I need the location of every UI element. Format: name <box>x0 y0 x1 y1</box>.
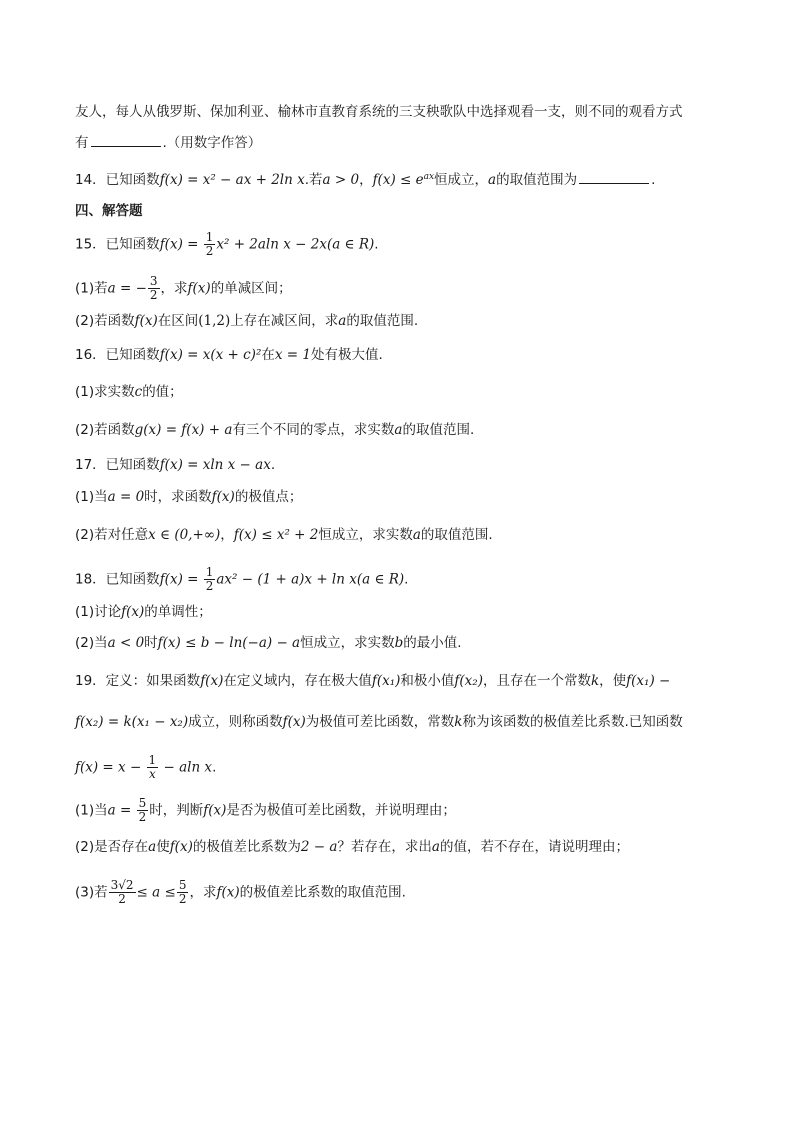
math: (1,2) <box>198 313 231 329</box>
question-16-part-2 <box>75 421 474 439</box>
math: f(x) <box>187 280 211 297</box>
math: f(x) <box>211 489 235 505</box>
math: f(x) ≤ e <box>372 172 424 188</box>
text: 的取值范围. <box>346 313 419 329</box>
question-17-part-2 <box>75 526 493 544</box>
math: a <box>412 527 421 543</box>
question-18-part-2 <box>75 634 462 652</box>
math: f(x₁) − <box>626 673 671 689</box>
math: − aln x <box>159 759 213 776</box>
text: 在定义域内，存在极大值 <box>223 673 372 689</box>
question-19-part-1 <box>75 797 456 824</box>
text: 有 <box>75 135 89 151</box>
math: f(x₁) <box>371 673 401 689</box>
math: a < 0 <box>107 635 145 651</box>
text: ， <box>359 172 373 188</box>
math: a <box>431 839 440 855</box>
question-15-part-2 <box>75 312 418 330</box>
math: f(x) ≤ x² + 2 <box>233 527 319 543</box>
text: 使 <box>156 839 170 855</box>
math: f(x) = <box>159 571 203 588</box>
math: f(x) <box>134 313 158 329</box>
text: 的极值差比系数的取值范围. <box>239 884 406 901</box>
math: a = − <box>107 280 147 297</box>
denominator: 2 <box>178 892 187 906</box>
text: ，且存在一个常数 <box>482 673 591 689</box>
text: 恒成立， <box>434 172 489 188</box>
question-16-part-1 <box>75 383 183 401</box>
math: k <box>454 714 463 730</box>
text: . <box>374 236 379 253</box>
text: 17．已知函数 <box>75 457 160 473</box>
text: 的最小值. <box>403 635 462 651</box>
text: 16．已知函数 <box>75 347 160 363</box>
math: f(x) <box>200 673 224 689</box>
math: b <box>394 635 404 651</box>
text: (2)若对任意 <box>75 527 149 543</box>
section-heading <box>75 202 143 220</box>
math: f(x) <box>169 839 193 855</box>
text: 的值； <box>142 384 183 400</box>
line-q13-answer <box>75 134 261 152</box>
math: 2 − a <box>300 839 338 855</box>
math: x = 1 <box>274 347 311 363</box>
text: 的取值范围为 <box>496 172 578 188</box>
text: . <box>212 759 217 776</box>
question-15 <box>75 231 379 258</box>
math: a <box>148 839 157 855</box>
math: f(x) = xln x − ax <box>159 457 271 473</box>
text: ，使 <box>599 673 627 689</box>
numerator: 5 <box>138 796 147 810</box>
text: (2)当 <box>75 635 108 651</box>
text: ，求 <box>189 884 217 901</box>
text: ？若存在，求出 <box>337 839 432 855</box>
text: 和极小值 <box>400 673 455 689</box>
math: f(x₂) = k(x₁ − x₂) <box>75 714 189 730</box>
text: 14．已知函数 <box>75 172 160 188</box>
text: 有三个不同的零点，求实数 <box>232 422 395 438</box>
question-15-part-1 <box>75 275 292 302</box>
question-17-part-1 <box>75 488 302 506</box>
text: (2)是否存在 <box>75 839 149 855</box>
question-19-part-3 <box>75 879 406 906</box>
text: (3)若 <box>75 884 108 901</box>
text: (2)若函数 <box>75 422 135 438</box>
math: f(x) = x(x + c)² <box>159 347 262 363</box>
question-18-part-1 <box>75 603 212 621</box>
text: 恒成立，求实数 <box>300 635 395 651</box>
denominator: x <box>148 767 156 781</box>
text: ， <box>220 527 234 543</box>
fraction <box>147 754 159 781</box>
text: 15．已知函数 <box>75 236 160 253</box>
text: 恒成立，求实数 <box>318 527 413 543</box>
denominator: 2 <box>205 244 214 258</box>
numerator: 5 <box>178 878 187 892</box>
text: .若 <box>304 172 323 188</box>
denominator: 2 <box>149 288 158 302</box>
denominator: 2 <box>205 579 214 593</box>
text: (1)当 <box>75 489 108 505</box>
math: f(x) <box>282 714 306 730</box>
text: 处有极大值. <box>310 347 383 363</box>
math: f(x) <box>216 884 240 901</box>
question-14 <box>75 171 655 189</box>
math: g(x) = f(x) + a <box>134 422 233 438</box>
math: ax² − (1 + a)x + ln x(a ∈ R) <box>216 571 405 588</box>
text: (1)若 <box>75 280 108 297</box>
numerator: 3√2 <box>110 878 134 892</box>
question-18 <box>75 566 408 593</box>
math: ≤ a ≤ <box>136 884 176 901</box>
denominator: 2 <box>118 892 126 906</box>
fraction <box>148 275 160 302</box>
math: f(x) = x − <box>75 759 146 776</box>
text: (1)当 <box>75 802 108 819</box>
math: c <box>134 384 143 400</box>
answer-blank <box>579 171 649 184</box>
text: . <box>404 571 409 588</box>
line-q13-cont <box>75 103 683 121</box>
text: 成立，则称函数 <box>188 714 283 730</box>
text: 在 <box>261 347 275 363</box>
question-19-line-3 <box>75 754 216 781</box>
fraction <box>177 879 189 906</box>
text: ，求 <box>160 280 188 297</box>
fraction <box>204 231 216 258</box>
numerator: 3 <box>149 274 158 288</box>
text: 时，判断 <box>149 802 204 819</box>
question-16 <box>75 346 383 364</box>
math: f(x) <box>121 604 145 620</box>
numerator: 1 <box>148 753 157 767</box>
fraction <box>137 797 149 824</box>
denominator: 2 <box>138 810 147 824</box>
text: . <box>651 172 656 188</box>
math: f(x₂) <box>454 673 483 689</box>
math: f(x) = x² − ax + 2ln x <box>159 172 305 188</box>
text: 的取值范围. <box>402 422 475 438</box>
text: 是否为极值可差比函数，并说明理由； <box>226 802 456 819</box>
math: a <box>338 313 347 329</box>
text: 的单调性； <box>144 604 212 620</box>
math: a <box>488 172 497 188</box>
text: (1)讨论 <box>75 604 122 620</box>
text: 友人，每人从俄罗斯、保加利亚、榆林市直教育系统的三支秧歌队中选择观看一支，则不同的观看方式 <box>75 104 683 120</box>
question-19-line-2 <box>75 713 683 731</box>
math-exponent: ax <box>423 172 435 182</box>
question-19-part-2 <box>75 838 629 856</box>
text: 的极值点； <box>234 489 303 505</box>
math: f(x) ≤ b − ln(−a) − a <box>157 635 301 651</box>
text: 时 <box>144 635 158 651</box>
text: 18．已知函数 <box>75 571 160 588</box>
math: a > 0 <box>322 172 360 188</box>
text: .（用数字作答） <box>162 135 262 151</box>
text: 的单减区间； <box>210 280 292 297</box>
question-17 <box>75 456 275 474</box>
text: 四、解答题 <box>75 203 143 219</box>
math: x² + 2aln x − 2x(a ∈ R) <box>216 236 375 253</box>
text: 19．定义：如果函数 <box>75 673 201 689</box>
math: f(x) <box>203 802 227 819</box>
math: a = 0 <box>107 489 145 505</box>
text: . <box>270 457 276 473</box>
answer-blank <box>91 134 161 147</box>
text: (2)若函数 <box>75 313 135 329</box>
text: 时，求函数 <box>144 489 212 505</box>
text: (1)求实数 <box>75 384 135 400</box>
numerator: 1 <box>205 565 214 579</box>
math: k <box>590 673 600 689</box>
text: 的取值范围. <box>420 527 493 543</box>
math: x ∈ (0,+∞) <box>148 527 221 543</box>
math: a = <box>107 802 136 819</box>
text: 在区间 <box>157 313 199 329</box>
text: 上存在减区间，求 <box>230 313 339 329</box>
text: 的极值差比系数为 <box>192 839 301 855</box>
text: 为极值可差比函数，常数 <box>305 714 455 730</box>
fraction <box>204 566 216 593</box>
question-19 <box>75 672 670 690</box>
math: f(x) = <box>159 236 203 253</box>
text: 称为该函数的极值差比系数.已知函数 <box>462 714 683 730</box>
math: a <box>394 422 403 438</box>
fraction <box>109 879 136 906</box>
text: 的值，若不存在，请说明理由； <box>439 839 629 855</box>
numerator: 1 <box>205 230 214 244</box>
